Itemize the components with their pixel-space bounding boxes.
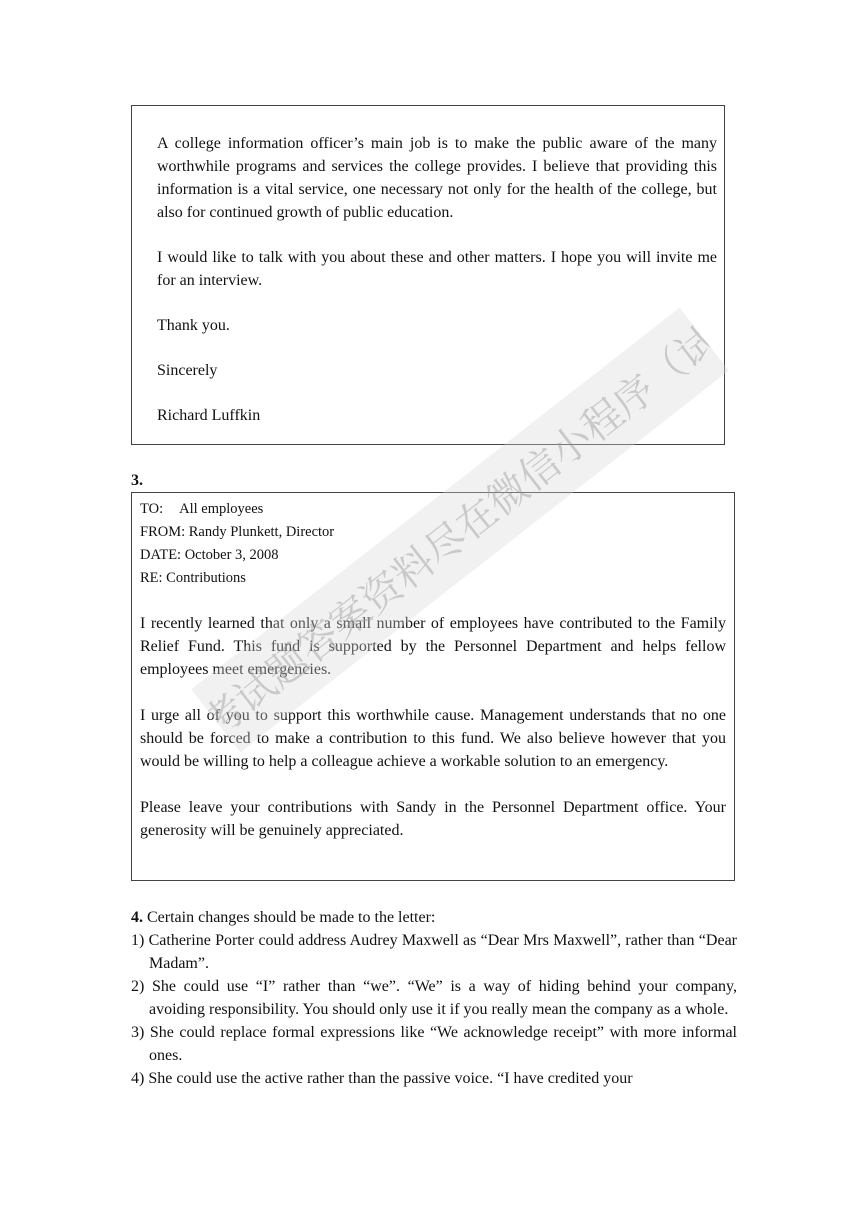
memo-to-value: All employees <box>179 501 264 517</box>
section-4-intro <box>131 906 737 929</box>
memo-re: RE: Contributions <box>140 570 246 586</box>
memo-to <box>140 498 726 521</box>
section-4-number: 4. <box>131 909 143 926</box>
list-item: 2) She could use “I” rather than “we”. “We” is a way of hiding behind your company, avoiding responsibility. You should only use it if you really mean the company as a whole. <box>131 978 737 1018</box>
memo-paragraph-1: I recently learned that only a small number of employees have contributed to the Family Relief Fund. This fund is supported by the Personnel Department and helps fellow employees meet emergencies. <box>140 615 726 678</box>
memo-body <box>140 612 726 842</box>
section-3-number: 3. <box>131 472 143 489</box>
memo-paragraph-3: Please leave your contributions with Sandy in the Personnel Department office. Your generosity will be genuinely appreciated. <box>140 799 726 839</box>
memo-date: DATE: October 3, 2008 <box>140 547 279 563</box>
memo-from: FROM: Randy Plunkett, Director <box>140 524 335 540</box>
section-4-intro-text: Certain changes should be made to the letter: <box>143 909 436 926</box>
memo-header <box>140 498 726 590</box>
letter-closing: Sincerely <box>157 362 218 379</box>
letter-paragraph-1: A college information officer’s main job is to make the public aware of the many worthwhile programs and services the college provides. I believe that providing this information is a vital service, one necessary not only for the health of the college, but also for continued growth of public education. <box>157 135 717 221</box>
list-item: 3) She could replace formal expressions like “We acknowledge receipt” with more informal ones. <box>131 1024 737 1064</box>
letter-thanks: Thank you. <box>157 317 230 334</box>
letter-signature: Richard Luffkin <box>157 407 261 424</box>
letter-paragraph-2: I would like to talk with you about these and other matters. I hope you will invite me for an interview. <box>157 249 717 289</box>
memo-paragraph-2: I urge all of you to support this worthwhile cause. Management understands that no one should be forced to make a contribution to this fund. We also believe however that you would be willing to help a colleague achieve a workable solution to an emergency. <box>140 707 726 770</box>
memo-box <box>131 492 735 881</box>
section-4 <box>131 906 737 1090</box>
list-item: 4) She could use the active rather than the passive voice. “I have credited your <box>131 1070 633 1087</box>
letter-box <box>131 105 725 445</box>
memo-to-label: TO: <box>140 501 164 517</box>
watermark-text: 更多期末考试题答案资料尽在微信小程序（试题大全） <box>178 291 742 769</box>
list-item: 1) Catherine Porter could address Audrey Maxwell as “Dear Mrs Maxwell”, rather than “Dear Madam”. <box>131 932 737 972</box>
